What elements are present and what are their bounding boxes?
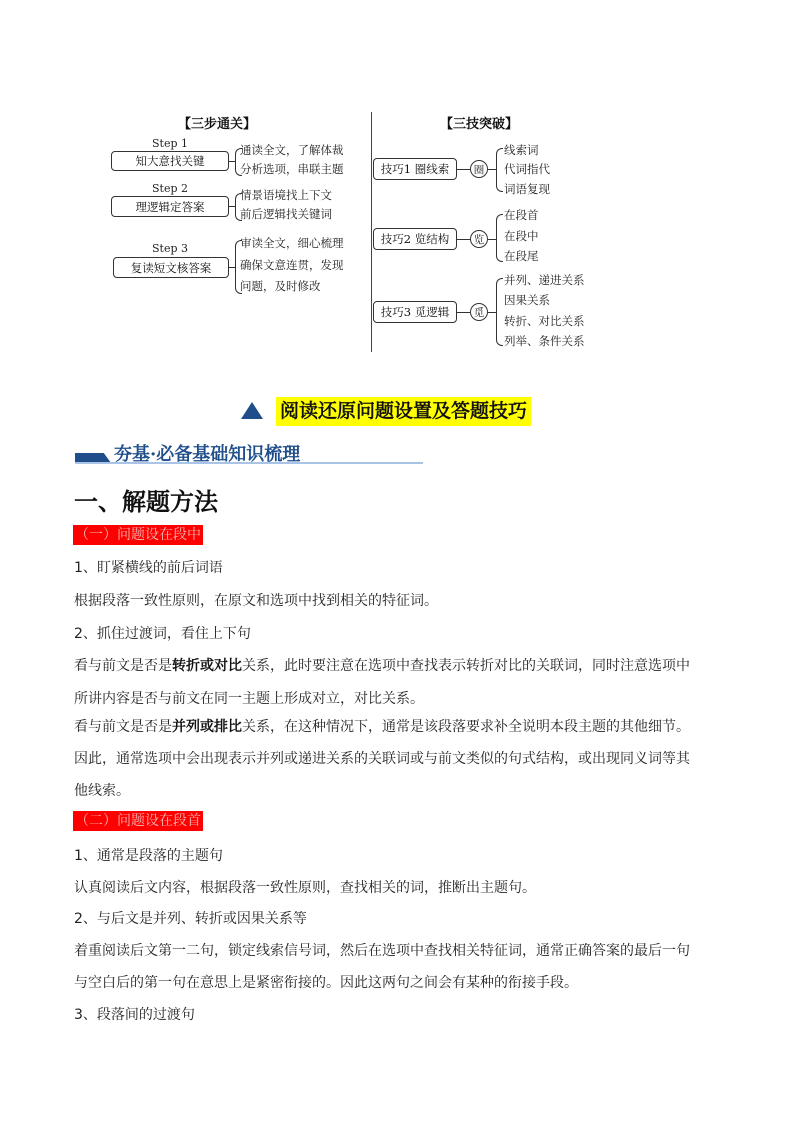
part-1-line: 他线索。 (74, 783, 130, 799)
step-2-box: 理逻辑定答案 (111, 196, 229, 217)
part-2-line: 认真阅读后文内容，根据段落一致性原则，查找相关的词，推断出主题句。 (74, 880, 536, 896)
method-diagram (0, 0, 794, 360)
step-3-item: 审读全文，细心梳理 (240, 236, 344, 250)
part-1-line-contrast: 看与前文是否是转折或对比关系，此时要注意在选项中查找表示转折对比的关联词，同时注意选项中 (74, 658, 690, 674)
left-header: 【三步通关】 (178, 117, 257, 132)
part-2-line: 着重阅读后文第一二句，锁定线索信号词，然后在选项中查找相关特征词，通常正确答案的最后一句 (74, 943, 690, 959)
step-1-item: 分析选项，串联主题 (240, 162, 344, 176)
part-2-line: 2、与后文是并列、转折或因果关系等 (74, 911, 307, 927)
skill-2-item: 在段尾 (504, 249, 539, 263)
skill-2-item: 在段中 (504, 229, 539, 243)
step-3-item: 问题，及时修改 (240, 279, 321, 293)
step-3-item: 确保文意连贯，发现 (240, 258, 344, 272)
page-title: 阅读还原问题设置及答题技巧 (276, 397, 531, 426)
diagram-divider (371, 112, 372, 352)
right-header: 【三技突破】 (440, 117, 519, 132)
part-2-line: 3、段落间的过渡句 (74, 1007, 195, 1023)
step-3-box: 复读短文核答案 (113, 257, 229, 278)
skill-3-brace (496, 278, 503, 346)
section-banner: 夯基·必备基础知识梳理 (114, 444, 301, 465)
step-2-label: Step 2 (151, 182, 188, 195)
skill-3-item: 列举、条件关系 (504, 334, 585, 348)
part-2-line: 与空白后的第一句在意思上是紧密衔接的。因此这两句之间会有某种的衔接手段。 (74, 975, 578, 991)
skill-2-box: 技巧2 览结构 (373, 228, 457, 250)
triangle-icon (241, 402, 263, 419)
step-1-box: 知大意找关键 (111, 151, 229, 171)
step-2-item: 情景语境找上下文 (240, 188, 332, 202)
step-1-item: 通读全文，了解体裁 (240, 143, 344, 157)
step-2-item: 前后逻辑找关键词 (240, 207, 332, 221)
skill-2-brace (496, 214, 503, 262)
skill-2-item: 在段首 (504, 208, 539, 222)
part-1-tag: （一）问题设在段中 (75, 527, 201, 543)
skill-1-box: 技巧1 圈线索 (373, 158, 457, 180)
skill-3-box: 技巧3 觅逻辑 (373, 301, 457, 323)
skill-3-item: 转折、对比关系 (504, 314, 585, 328)
part-1-line: 2、抓住过渡词，看住上下句 (74, 626, 251, 642)
step-3-label: Step 3 (151, 242, 188, 255)
skill-1-brace (496, 148, 503, 192)
part-1-line: 1、盯紧横线的前后词语 (74, 560, 223, 576)
part-1-line: 因此，通常选项中会出现表示并列或递进关系的关联词或与前文类似的句式结构，或出现同义词等其 (74, 751, 690, 767)
skill-3-circle: 觅 (470, 303, 488, 321)
skill-1-item: 代词指代 (504, 162, 550, 176)
part-1-line-parallel: 看与前文是否是并列或排比关系，在这种情况下，通常是该段落要求补全说明本段主题的其他细节。 (74, 719, 690, 735)
part-2-tag: （二）问题设在段首 (75, 813, 201, 829)
step-1-label: Step 1 (151, 137, 188, 150)
skill-1-circle: 圈 (470, 160, 488, 178)
part-2-line: 1、通常是段落的主题句 (74, 848, 223, 864)
section-heading: 一、解题方法 (74, 488, 218, 516)
part-1-line: 根据段落一致性原则，在原文和选项中找到相关的特征词。 (74, 593, 438, 609)
part-1-line: 所讲内容是否与前文在同一主题上形成对立，对比关系。 (74, 691, 424, 707)
skill-3-item: 因果关系 (504, 293, 550, 307)
skill-1-item: 词语复现 (504, 182, 550, 196)
skill-3-item: 并列、递进关系 (504, 273, 585, 287)
skill-1-item: 线索词 (504, 143, 539, 157)
skill-2-circle: 览 (470, 230, 488, 248)
